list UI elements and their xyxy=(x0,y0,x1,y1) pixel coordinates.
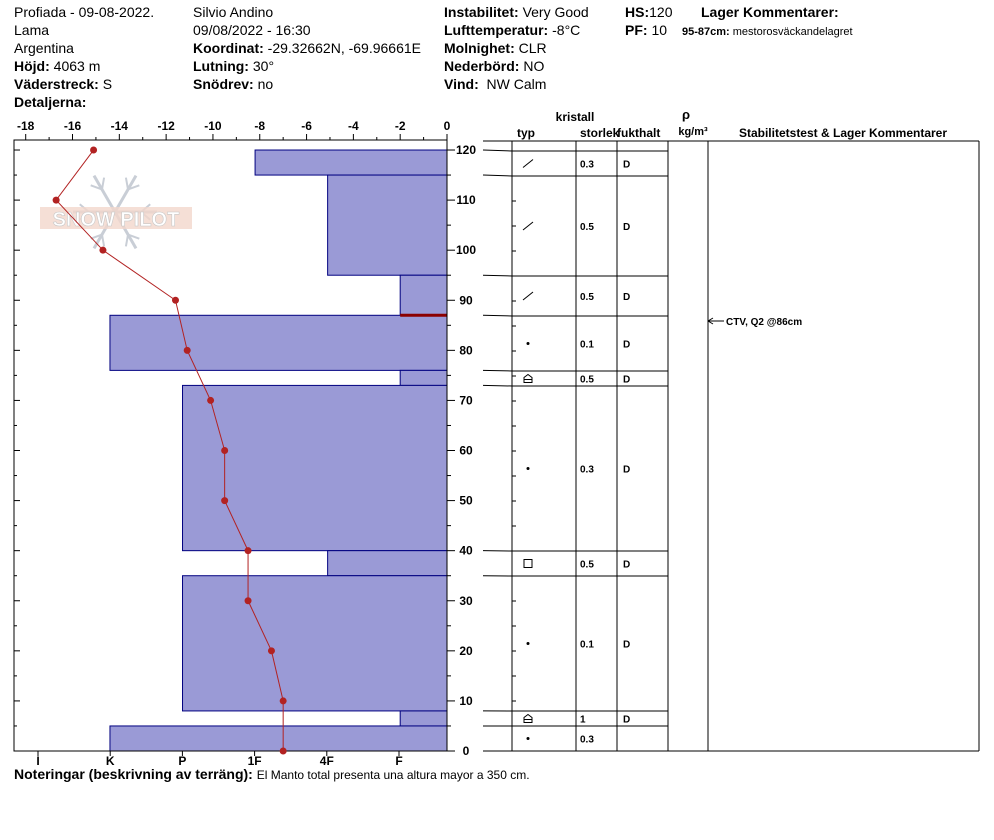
row-moisture: D xyxy=(623,464,631,476)
height-tick-label: 110 xyxy=(456,193,476,208)
hardness-profile xyxy=(110,150,447,751)
precip-label: Nederbörd: xyxy=(444,58,520,74)
airtemp-value: -8°C xyxy=(552,22,581,38)
row-moisture: D xyxy=(623,639,631,651)
layer-connector xyxy=(483,370,512,371)
row-grain-size: 0.5 xyxy=(580,559,594,571)
temp-tick-label: -10 xyxy=(204,119,222,133)
notes-text: El Manto total presenta una altura mayor a 350 cm. xyxy=(256,768,530,782)
height-tick-label: 100 xyxy=(455,243,477,258)
hardness-tick-label: K xyxy=(105,754,115,768)
details-label: Detaljerna: xyxy=(14,94,87,110)
height-tick-label: 60 xyxy=(459,443,473,458)
layer-connector xyxy=(483,385,512,386)
temperature-point xyxy=(90,147,97,154)
grain-rounded-icon xyxy=(527,642,530,645)
temperature-point xyxy=(172,297,179,304)
hardness-bar xyxy=(328,175,447,275)
hardness-bar xyxy=(255,150,447,175)
country: Argentina xyxy=(14,40,74,56)
pf-label: PF: xyxy=(625,22,648,38)
row-grain-size: 0.5 xyxy=(580,374,594,386)
temp-tick-label: -16 xyxy=(63,119,82,133)
sky-label: Molnighet: xyxy=(444,40,515,56)
stability-label: Instabilitet: xyxy=(444,4,519,20)
location: Lama xyxy=(14,22,50,38)
header-size: storlek xyxy=(580,126,620,140)
notes-label: Noteringar (beskrivning av terräng): xyxy=(14,766,253,782)
temperature-point xyxy=(221,497,228,504)
temp-tick-label: -2 xyxy=(394,119,406,133)
row-moisture: D xyxy=(623,339,631,351)
height-tick-label: 20 xyxy=(459,643,473,658)
layer-comment-text: mestorosväckandelagret xyxy=(732,26,853,38)
header-stability: Stabilitetstest & Lager Kommentarer xyxy=(738,126,948,140)
layer-connector xyxy=(483,315,512,316)
height-tick-label: 80 xyxy=(459,343,473,358)
grain-rounded-icon xyxy=(527,342,530,345)
watermark-text: SNOW PILOT xyxy=(52,209,180,231)
hardness-bar xyxy=(400,711,447,726)
temp-tick-label: -6 xyxy=(301,119,312,133)
elevation-value: 4063 m xyxy=(53,58,101,74)
layer-connector xyxy=(483,175,512,176)
hardness-bar xyxy=(328,551,447,576)
height-tick-label: 10 xyxy=(459,693,473,708)
drift-value: no xyxy=(257,76,274,92)
temp-tick-label: -18 xyxy=(17,119,35,133)
grain-depth-hoar-icon xyxy=(524,715,532,723)
wind-value: NW Calm xyxy=(486,76,547,92)
height-tick-label: 70 xyxy=(459,393,473,408)
grain-decomposing-icon xyxy=(523,292,533,300)
stability-test-label: CTV, Q2 @86cm xyxy=(726,317,803,328)
coord-value: -29.32662N, -69.96661E xyxy=(267,40,421,56)
slope-value: 30° xyxy=(252,58,275,74)
layer-comments-label: Lager Kommentarer: xyxy=(701,4,839,20)
snowflake-branch xyxy=(102,235,104,247)
row-moisture: D xyxy=(623,559,631,571)
grain-rounded-icon xyxy=(527,737,530,740)
row-grain-size: 0.3 xyxy=(580,159,594,171)
row-moisture: D xyxy=(623,714,631,726)
hardness-tick-label: 1F xyxy=(247,754,262,768)
temperature-point xyxy=(280,697,287,704)
row-moisture: D xyxy=(623,374,631,386)
hardness-bar xyxy=(110,726,447,751)
temperature-point xyxy=(268,647,275,654)
hardness-tick-label: F xyxy=(395,754,403,768)
grain-decomposing-icon xyxy=(523,222,533,230)
header-moisture: fukthalt xyxy=(617,126,661,140)
temperature-point xyxy=(245,597,252,604)
height-tick-label: 40 xyxy=(459,543,473,558)
observer: Silvio Andino xyxy=(193,4,274,20)
hardness-tick-label: I xyxy=(36,754,40,768)
temp-tick-label: -4 xyxy=(348,119,359,133)
hs-value: 120 xyxy=(649,4,673,20)
layer-connector xyxy=(483,275,512,276)
snow-pilot-watermark xyxy=(40,176,192,249)
row-moisture: D xyxy=(623,292,631,303)
coord-label: Koordinat: xyxy=(193,40,264,56)
grain-rounded-icon xyxy=(527,467,530,470)
row-grain-size: 1 xyxy=(580,714,586,726)
layer-comment-range: 95-87cm: xyxy=(682,26,730,38)
hardness-bar xyxy=(400,275,447,315)
temp-tick-label: -14 xyxy=(110,119,128,133)
snowflake-arm xyxy=(94,176,115,212)
temperature-point xyxy=(280,748,287,755)
temp-tick-label: -12 xyxy=(157,119,175,133)
header-type: typ xyxy=(517,126,535,140)
snowflake-branch xyxy=(126,178,128,190)
row-grain-size: 0.1 xyxy=(580,339,594,351)
grain-depth-hoar-icon xyxy=(524,375,532,383)
header-density-unit: kg/m³ xyxy=(678,126,708,138)
temperature-point xyxy=(221,447,228,454)
sky-value: CLR xyxy=(518,40,547,56)
hardness-tick-label: 4F xyxy=(319,754,334,768)
row-moisture: D xyxy=(623,159,631,171)
temperature-point xyxy=(99,247,106,254)
height-tick-label: 120 xyxy=(455,143,477,158)
row-grain-size: 0.5 xyxy=(580,222,594,233)
terrain-notes xyxy=(14,766,530,782)
height-tick-label: 90 xyxy=(459,293,473,308)
row-grain-size: 0.3 xyxy=(580,734,594,746)
hs-label: HS: xyxy=(625,4,650,20)
precip-value: NO xyxy=(523,58,545,74)
datetime: 09/08/2022 - 16:30 xyxy=(193,22,311,38)
row-grain-size: 0.5 xyxy=(580,292,594,303)
wind-label: Vind: xyxy=(444,76,479,92)
header-rho: ρ xyxy=(681,107,691,122)
pf-value: 10 xyxy=(651,22,668,38)
aspect-label: Väderstreck: xyxy=(14,76,99,92)
hardness-bar xyxy=(183,385,447,550)
profile-title: Profiada - 09-08-2022. xyxy=(14,4,155,20)
snowflake-branch xyxy=(102,178,104,190)
layer-connector xyxy=(483,150,512,151)
drift-label: Snödrev: xyxy=(193,76,254,92)
hardness-bar xyxy=(400,370,447,385)
height-tick-label: 0 xyxy=(462,744,470,758)
hardness-bar xyxy=(183,576,447,711)
elevation-label: Höjd: xyxy=(14,58,50,74)
row-moisture: D xyxy=(623,222,631,233)
hardness-tick-label: P xyxy=(178,754,187,768)
grain-decomposing-icon xyxy=(523,160,533,168)
snowflake-branch xyxy=(126,235,128,247)
header-crystal: kristall xyxy=(555,110,595,124)
row-grain-size: 0.1 xyxy=(580,639,594,651)
temp-tick-label: 0 xyxy=(443,119,451,133)
temperature-point xyxy=(184,347,191,354)
layer-table xyxy=(483,107,979,751)
temperature-point xyxy=(245,547,252,554)
temp-tick-label: -8 xyxy=(254,119,266,133)
airtemp-label: Lufttemperatur: xyxy=(444,22,549,38)
height-tick-label: 50 xyxy=(459,493,473,508)
snowflake-arm xyxy=(115,176,136,212)
aspect-value: S xyxy=(102,76,113,92)
temperature-point xyxy=(53,197,60,204)
hardness-bar xyxy=(110,315,447,370)
height-tick-label: 30 xyxy=(459,593,473,608)
grain-faceted-icon xyxy=(524,560,532,568)
stability-value: Very Good xyxy=(522,4,589,20)
slope-label: Lutning: xyxy=(193,58,249,74)
temperature-point xyxy=(207,397,214,404)
row-grain-size: 0.3 xyxy=(580,464,594,476)
